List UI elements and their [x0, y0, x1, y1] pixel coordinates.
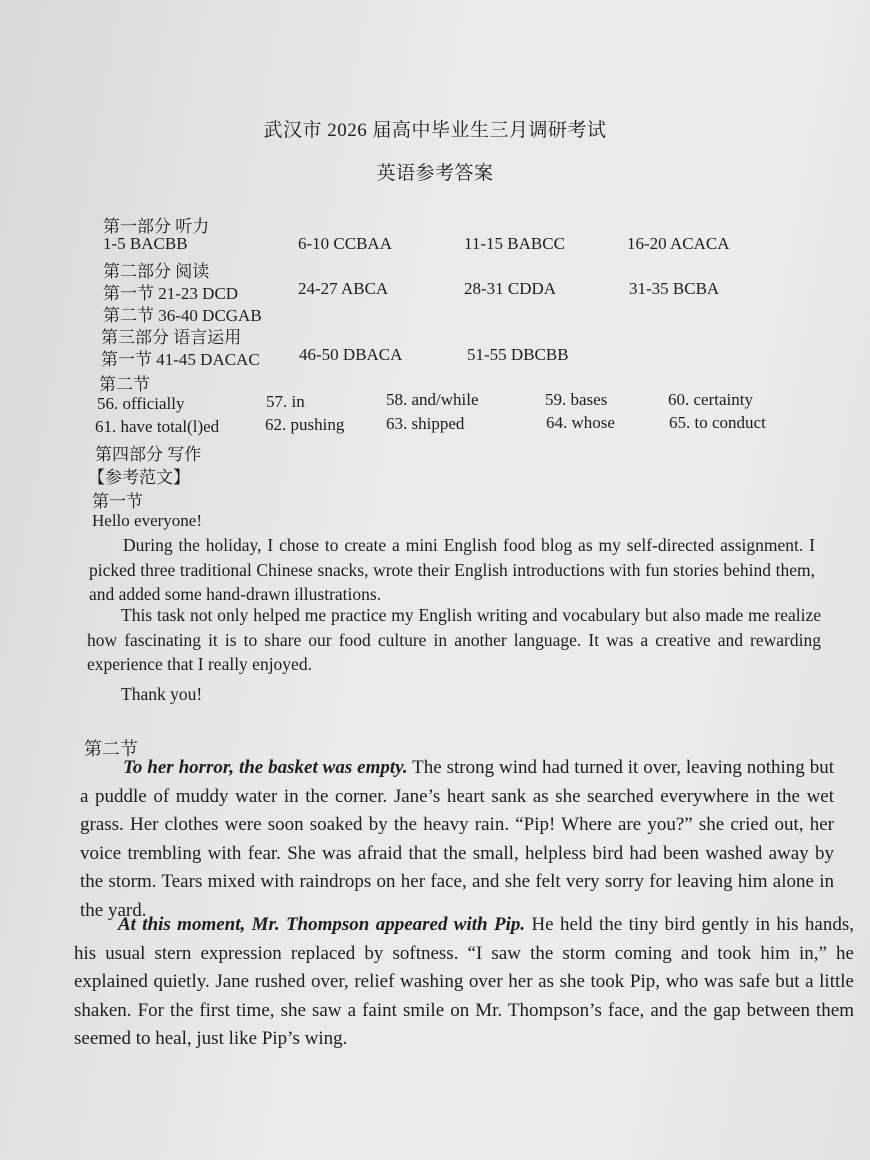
continuation-paragraph: To her horror, the basket was empty. The strong wind had turned it over, leaving nothing but a puddle of muddy water in the corner. Jane’s heart sank as she searched everywhere in the wet grass. Her clothes were soon soaked by the heavy rain. “Pip! Where are you?” she cried out, her voice trembling with fear. She was afraid that the small, helpless bird had been washed away by the storm. Tears mixed with raindrops on her face, and she felt very sorry for leaving him alone in the yard. [80, 757, 834, 921]
answer-group: 第一节 41-45 DACAC [101, 350, 260, 369]
answer-item: 65. to conduct [669, 413, 766, 432]
answer-item: 63. shipped [386, 414, 465, 433]
part4-sec2-heading: 第二节 [84, 739, 138, 759]
part4-sec1-heading: 第一节 [92, 492, 143, 511]
page-subtitle: 英语参考答案 [376, 163, 494, 184]
essay-greeting: Hello everyone! [92, 511, 202, 530]
answer-item: 59. bases [545, 390, 608, 409]
part2-heading: 第二部分 阅读 [103, 262, 210, 281]
answer-group: 11-15 BABCC [464, 234, 565, 253]
answer-group: 6-10 CCBAA [298, 234, 392, 253]
answer-group: 16-20 ACACA [627, 234, 730, 253]
answer-item: 60. certainty [668, 390, 753, 409]
essay-closing: Thank you! [121, 684, 203, 704]
answer-item: 61. have total(l)ed [95, 417, 220, 436]
essay-paragraph: This task not only helped me practice my English writing and vocabulary but also made me realize how fascinating it is to share our food culture in another language. It was a creative and rewarding experience that I really enjoyed. [87, 605, 821, 674]
answer-group: 1-5 BACBB [103, 234, 188, 253]
paragraph-opening-sentence: To her horror, the basket was empty. [123, 757, 408, 778]
paragraph-opening-sentence: At this moment, Mr. Thompson appeared with Pip. [118, 914, 526, 935]
sample-essay-label: 【参考范文】 [88, 468, 190, 487]
answer-group: 31-35 BCBA [629, 279, 720, 298]
answer-group: 28-31 CDDA [464, 279, 557, 298]
answer-group: 第一节 21-23 DCD [103, 284, 239, 303]
answer-item: 56. officially [97, 394, 185, 413]
part3-sec2-heading: 第二节 [99, 375, 150, 394]
part4-heading: 第四部分 写作 [95, 445, 202, 464]
part3-heading: 第三部分 语言运用 [101, 328, 242, 347]
essay-paragraph: During the holiday, I chose to create a mini English food blog as my self-directed assignment. I picked three traditional Chinese snacks, wrote their English introductions with fun stories behind them, and added some hand-drawn illustrations. [89, 535, 815, 604]
answer-item: 62. pushing [265, 415, 345, 434]
continuation-paragraph: At this moment, Mr. Thompson appeared with Pip. He held the tiny bird gently in his hands, his usual stern expression replaced by softness. “I saw the storm coming and took him in,” he explained quietly. Jane rushed over, relief washing over her as she took Pip, who was safe but a little shaken. For the first time, she saw a faint smile on Mr. Thompson’s face, and the gap between them seemed to heal, just like Pip’s wing. [74, 914, 854, 1049]
answer-group: 46-50 DBACA [299, 345, 403, 364]
answer-item: 58. and/while [386, 390, 479, 409]
page-title: 武汉市 2026 届高中毕业生三月调研考试 [263, 120, 607, 141]
answer-group: 24-27 ABCA [298, 279, 389, 298]
answer-item: 64. whose [546, 413, 615, 432]
answer-group: 第二节 36-40 DCGAB [103, 306, 262, 325]
answer-item: 57. in [266, 392, 305, 411]
answer-group: 51-55 DBCBB [467, 345, 569, 364]
part1-heading: 第一部分 听力 [103, 217, 210, 236]
